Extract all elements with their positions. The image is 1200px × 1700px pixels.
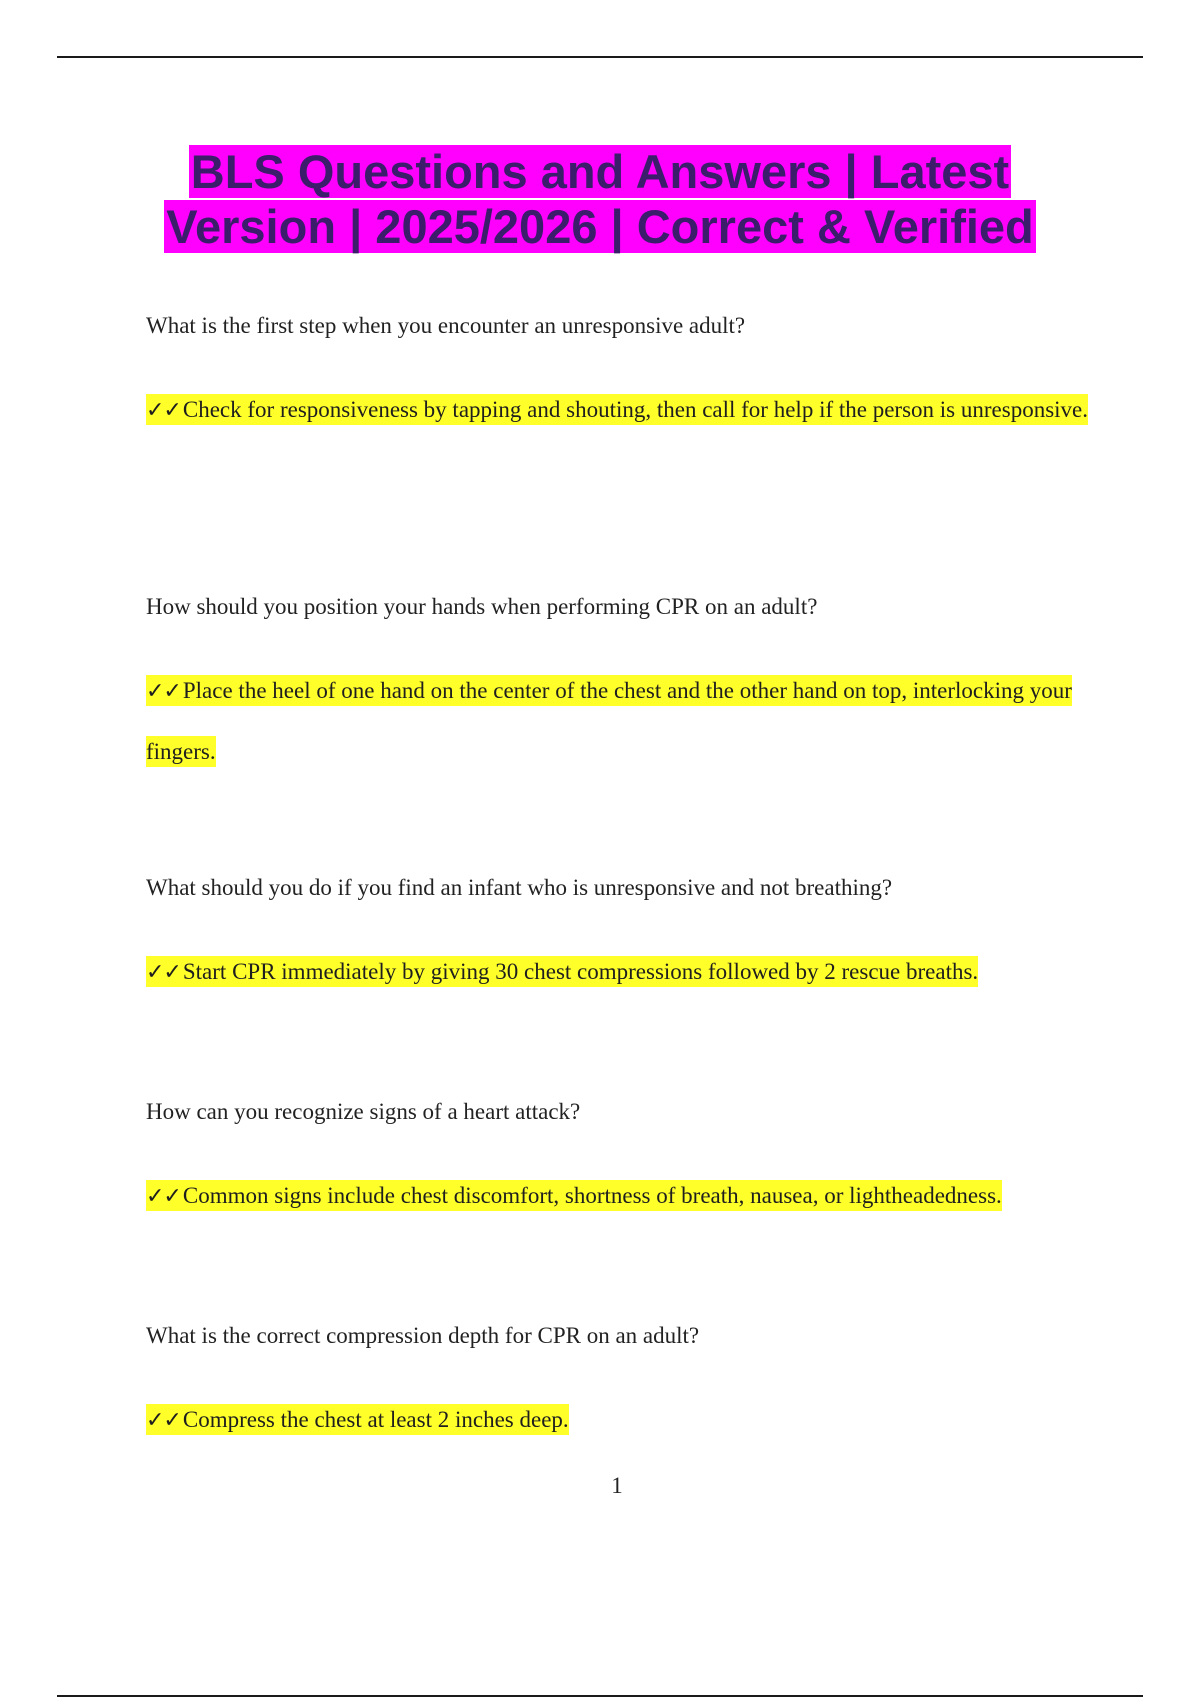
answer-body: Common signs include chest discomfort, shortness of breath, nausea, or lightheadedness. xyxy=(182,1183,1002,1208)
answer-body: Compress the chest at least 2 inches deep. xyxy=(182,1407,569,1432)
header-rule xyxy=(57,56,1143,58)
page-number: 1 xyxy=(611,1473,623,1498)
qa-item-4 xyxy=(146,1098,1106,1227)
question-text: What should you do if you find an infant who is unresponsive and not breathing? xyxy=(146,875,893,900)
question-text: What is the first step when you encounter an unresponsive adult? xyxy=(146,313,746,338)
qa-item-2 xyxy=(146,593,1106,782)
double-check-icon: ✓✓ xyxy=(146,960,181,985)
question-text: What is the correct compression depth for CPR on an adult? xyxy=(146,1323,700,1348)
answer-text xyxy=(146,380,1106,441)
qa-item-3 xyxy=(146,874,1106,1003)
answer-body: Check for responsiveness by tapping and shouting, then call for help if the person is unresponsive. xyxy=(182,397,1088,422)
answer-text xyxy=(146,1390,1106,1451)
answer-text xyxy=(146,942,1106,1003)
qa-item-1 xyxy=(146,312,1106,441)
question-text: How should you position your hands when performing CPR on an adult? xyxy=(146,594,818,619)
title-line-1: BLS Questions and Answers | Latest xyxy=(190,145,1010,198)
document-title xyxy=(0,144,1200,254)
title-line-2: Version | 2025/2026 | Correct & Verified xyxy=(166,200,1034,253)
footer-rule xyxy=(57,1695,1143,1697)
answer-body: Place the heel of one hand on the center of the chest and the other hand on top, interlocking your fingers. xyxy=(146,678,1072,764)
double-check-icon: ✓✓ xyxy=(146,1184,181,1209)
answer-text xyxy=(146,661,1106,782)
double-check-icon: ✓✓ xyxy=(146,679,181,704)
qa-item-5 xyxy=(146,1322,1106,1451)
answer-text xyxy=(146,1166,1106,1227)
double-check-icon: ✓✓ xyxy=(146,1408,181,1433)
question-text: How can you recognize signs of a heart attack? xyxy=(146,1099,581,1124)
answer-body: Start CPR immediately by giving 30 chest compressions followed by 2 rescue breaths. xyxy=(182,959,979,984)
double-check-icon: ✓✓ xyxy=(146,398,181,423)
